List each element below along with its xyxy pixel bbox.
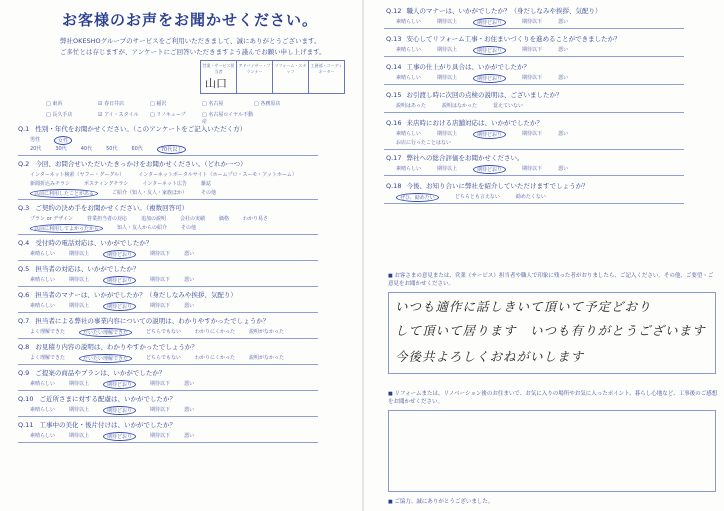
voice-prompt: ■ お客さまの意見または、営業（サービス）担当者や職人で印象に残った者がおりましたら、ご記入ください。その他、ご要望・ご意見をお聞かせください。 [388, 272, 718, 288]
answer-option[interactable]: 期待以下 [150, 277, 171, 283]
answer-option[interactable]: 期待以上 [437, 166, 458, 172]
answer-option[interactable]: 期待どおり [103, 250, 136, 259]
answer-option[interactable]: 会社の実績 [179, 216, 205, 222]
answer-option[interactable]: 期待どおり [473, 130, 506, 139]
question-number: Q.13 [386, 35, 402, 43]
answer-option[interactable]: 期待以下 [522, 131, 543, 137]
answer-option[interactable]: 悪い [184, 277, 195, 283]
right-column [366, 0, 724, 511]
answer-option[interactable]: 新聞折込みチラシ [30, 181, 71, 187]
answer-option[interactable]: だいたい理解できた [79, 354, 132, 363]
answer-option[interactable]: 説明がなかった [249, 355, 285, 361]
answer-option[interactable]: よく理解できた [30, 329, 66, 335]
answer-option[interactable]: 期待以下 [522, 47, 543, 53]
branch-checkbox[interactable]: □ リノキューブ [150, 111, 202, 125]
question-divider [384, 28, 684, 29]
answer-option[interactable]: 悪い [558, 131, 569, 137]
answer-option[interactable]: 素晴らしい [396, 75, 422, 81]
answer-option[interactable]: わかりにくかった [194, 355, 235, 361]
branch-checkbox[interactable]: □ 東浜 [46, 100, 98, 107]
question-text: 受付時の電話対応は、いかがでしたか？ [35, 239, 153, 247]
branch-checkbox[interactable]: □ 各務原店 [254, 100, 306, 107]
answer-options [30, 145, 186, 154]
answer-options [396, 74, 568, 83]
answer-option[interactable]: インターネット広告 [142, 181, 187, 187]
answer-option[interactable]: 説明はなかった [441, 103, 477, 109]
question-divider [18, 199, 318, 200]
question-q9 [18, 368, 165, 377]
handwriting-line-1: いつも適作に話しきいて頂いて予定どおり [395, 299, 652, 314]
question-text: 担当者の対応は、いかがでしたか？ [35, 265, 140, 273]
answer-option[interactable]: プラン or デザイン [30, 216, 73, 222]
question-text: ご提案の商品やプランは、いかがでしたか？ [35, 369, 166, 377]
answer-option[interactable]: 期待どおり [103, 276, 136, 285]
answer-option[interactable]: 30代 [55, 146, 67, 152]
answer-option[interactable]: 期待以上 [69, 303, 90, 309]
customer-name-handwritten: 山口 [205, 77, 227, 90]
question-text: 今後、お知り合いに弊社を紹介していただけますでしょうか？ [406, 182, 589, 190]
question-text: お引渡し時に次回の点検の説明は、ございましたか？ [406, 91, 563, 99]
answer-options [396, 130, 568, 139]
answer-option[interactable]: 悪い [184, 433, 195, 439]
question-divider [18, 260, 318, 261]
renovation-prompt: ■ リフォームまたは、リノベーション後のお住まいで、お気に入りの場所やお気に入ったポイント、暮らし心地など、工事後のご感想をお聞かせください。 [388, 390, 718, 406]
answer-options [396, 46, 568, 55]
answer-option[interactable]: 素晴らしい [30, 277, 56, 283]
answer-option[interactable]: 素晴らしい [396, 166, 422, 172]
question-text: 今回、お問合せいただいたきっかけをお聞かせください。（どれか一つ） [35, 160, 247, 168]
answer-option[interactable]: 悪い [558, 19, 569, 25]
answer-option[interactable]: 営業担当者の対応 [86, 216, 127, 222]
branch-checkbox[interactable]: ☑ 春日井店 [98, 100, 150, 107]
survey-title: お客様のお声をお聞かせください。 [62, 11, 319, 29]
question-q5 [18, 264, 139, 273]
question-text: 担当者による弊社の事業内容についての説明は、わかりやすかったでしょうか？ [35, 317, 270, 325]
branch-checkbox[interactable]: □ 名古屋ロイヤル不動産 [202, 111, 254, 125]
answer-options [30, 224, 196, 233]
answer-option[interactable]: どちらでもない [146, 355, 181, 361]
question-number: Q.10 [18, 395, 34, 403]
answer-option[interactable]: 期待どおり [473, 165, 506, 174]
answer-option[interactable]: 期待以下 [150, 407, 171, 413]
answer-option[interactable]: 60代 [131, 146, 143, 152]
question-q7 [18, 316, 269, 325]
stamp-col-3: リフォーム・スタッフ [273, 61, 309, 93]
question-divider [18, 416, 318, 417]
answer-option[interactable]: 期待どおり [103, 432, 136, 441]
answer-options [30, 406, 194, 415]
answer-option[interactable]: 悪い [184, 381, 195, 387]
answer-options [396, 193, 546, 202]
question-q13 [386, 34, 621, 43]
stamp-col-2: アドバイザー・プランナー [237, 61, 273, 93]
answer-options [30, 328, 284, 337]
question-divider [384, 175, 684, 176]
branch-checkbox[interactable]: □ 稲沢 [150, 100, 202, 107]
answer-option[interactable]: 説明はあった [396, 103, 426, 109]
answer-option[interactable]: ぜひ、勧めたい [396, 193, 439, 202]
answer-options [30, 432, 194, 441]
answer-option[interactable]: 期待以上 [69, 381, 90, 387]
answer-option[interactable]: 悪い [558, 166, 569, 172]
answer-option[interactable]: よく理解できた [30, 355, 66, 361]
answer-options [30, 380, 194, 389]
answer-option[interactable]: 追加の説明 [140, 216, 166, 222]
question-number: Q.15 [386, 91, 402, 99]
answer-options [30, 189, 216, 198]
answer-option[interactable]: 以前に利用してよかったから [30, 224, 103, 233]
question-q15 [386, 90, 562, 99]
question-divider [18, 338, 318, 339]
answer-option[interactable]: 男性 [30, 137, 41, 143]
question-q18 [386, 181, 589, 190]
answer-option[interactable]: どちらでもない [146, 329, 181, 335]
answer-option[interactable]: 期待以下 [150, 251, 171, 257]
question-number: Q.3 [18, 204, 30, 212]
question-divider [384, 84, 684, 85]
question-text: ご近所さまに対する配慮は、いかがでしたか？ [39, 395, 176, 403]
question-divider [18, 312, 318, 313]
handwriting-line-2: して頂いて居ります いつも有りがとうございます [395, 323, 706, 338]
question-q14 [386, 62, 530, 71]
answer-options [30, 171, 297, 178]
question-q1 [18, 124, 246, 133]
question-q2 [18, 159, 247, 168]
question-q16 [386, 118, 543, 127]
answer-option[interactable]: 以前に利用したことがある [30, 189, 98, 198]
answer-options [30, 136, 72, 145]
question-text: 安心してリフォーム工事・お住まいづくりを進めることができましたか？ [406, 35, 621, 43]
question-divider [18, 155, 318, 156]
answer-option[interactable]: 素晴らしい [30, 251, 56, 257]
question-number: Q.5 [18, 265, 30, 273]
question-divider [18, 286, 318, 287]
answer-option[interactable]: 雑誌 [200, 181, 211, 187]
intro-line-2: ご多忙とは存じますが、アンケートにご回答いただきますよう謹んでお願い申し上げます。 [60, 48, 326, 56]
answer-options [30, 302, 194, 311]
answer-option[interactable]: インターネットポータルサイト（ホームプロ・スーモ・アットホーム） [138, 172, 297, 178]
answer-option[interactable]: その他 [201, 190, 217, 196]
answer-options [30, 215, 268, 222]
question-divider [384, 203, 684, 204]
answer-option[interactable]: 期待以下 [522, 19, 543, 25]
answer-option[interactable]: 50代 [106, 146, 118, 152]
voice-comment-box[interactable] [388, 292, 716, 374]
question-divider [384, 112, 684, 113]
answer-option[interactable]: 悪い [558, 75, 569, 81]
question-number: Q.1 [18, 125, 30, 133]
answer-options [30, 180, 211, 187]
answer-option[interactable]: 期待以上 [437, 131, 458, 137]
answer-option[interactable]: 20代 [30, 146, 42, 152]
question-q4 [18, 238, 152, 247]
question-number: Q.14 [386, 63, 402, 71]
answer-option[interactable]: 期待以下 [150, 433, 171, 439]
answer-option[interactable]: 素晴らしい [396, 47, 422, 53]
question-q3 [18, 203, 188, 212]
answer-option[interactable]: 期待以上 [437, 19, 458, 25]
branch-checkboxes [46, 100, 306, 125]
answer-option[interactable]: わかり易さ [243, 216, 269, 222]
intro-text [60, 36, 350, 58]
answer-options [30, 250, 194, 259]
question-divider [18, 234, 318, 235]
answer-option[interactable]: 悪い [184, 303, 195, 309]
answer-option[interactable]: 期待どおり [103, 380, 136, 389]
answer-option[interactable]: 70代以上 [157, 145, 186, 154]
answer-option[interactable]: 期待以下 [522, 75, 543, 81]
answer-option[interactable]: 期待以上 [69, 407, 90, 413]
question-text: 担当者のマナーは、いかがでしたか？（身だしなみや挨拶、気配り） [35, 291, 237, 299]
answer-options [30, 276, 194, 285]
branch-checkbox[interactable]: □ 名古屋 [202, 100, 254, 107]
question-q8 [18, 342, 198, 351]
answer-option[interactable]: 説明がなかった [249, 329, 285, 335]
answer-option[interactable]: だいたい理解できた [79, 328, 132, 337]
answer-option[interactable]: 期待どおり [473, 74, 506, 83]
center-divider [362, 0, 364, 511]
answer-option[interactable]: 素晴らしい [396, 131, 422, 137]
question-divider [18, 390, 318, 391]
question-q6 [18, 290, 237, 299]
question-text: 弊社への総合評価をお聞かせください。 [406, 154, 524, 162]
answer-option[interactable]: 期待どおり [473, 18, 506, 27]
answer-option[interactable]: 期待以上 [437, 47, 458, 53]
question-text: 職人のマナーは、いかがでしたか？（身だしなみや挨拶、気配り） [406, 7, 602, 15]
question-number: Q.11 [18, 421, 34, 429]
stamp-col-4: 工務部・コーディネーター [310, 63, 343, 74]
question-number: Q.9 [18, 369, 30, 377]
answer-option-extra[interactable]: お店に行ったことはない [396, 140, 452, 146]
question-number: Q.4 [18, 239, 30, 247]
answer-option[interactable]: 期待以上 [437, 75, 458, 81]
question-number: Q.7 [18, 317, 30, 325]
answer-option[interactable]: その他 [181, 225, 197, 231]
answer-option[interactable]: 期待どおり [473, 46, 506, 55]
question-divider [18, 364, 318, 365]
answer-option[interactable]: 悪い [558, 47, 569, 53]
question-q17 [386, 153, 523, 162]
stamp-col-1: 営業・サービス担当者 [201, 61, 237, 93]
question-number: Q.16 [386, 119, 402, 127]
answer-options [396, 102, 523, 109]
renovation-comment-box[interactable] [388, 410, 716, 492]
question-text: 性別・年代をお聞かせください。（このアンケートをご記入いただく方） [35, 125, 247, 133]
answer-option[interactable]: ご紹介（知人・友人・家族ほか） [112, 190, 188, 196]
thanks-text: ■ ご協力、誠にありがとうございました。 [388, 497, 493, 505]
answer-option[interactable]: 悪い [184, 407, 195, 413]
answer-option[interactable]: 素晴らしい [30, 433, 56, 439]
question-divider [384, 56, 684, 57]
question-text: お見積り内容の説明は、わかりやすかったでしょうか？ [35, 343, 198, 351]
question-divider [384, 149, 684, 150]
question-number: Q.2 [18, 160, 30, 168]
question-divider [18, 442, 318, 443]
question-text: ご契約の決め手をお聞かせください。（複数回答可） [35, 204, 189, 212]
question-number: Q.18 [386, 182, 402, 190]
answer-option[interactable]: 悪い [184, 251, 195, 257]
answer-option[interactable]: 期待以下 [150, 303, 171, 309]
answer-option[interactable]: 価格 [219, 216, 230, 222]
answer-options [30, 354, 284, 363]
answer-option[interactable]: ポスティングチラシ [84, 181, 129, 187]
answer-option[interactable]: 知人・友人からの紹介 [117, 225, 168, 231]
answer-option[interactable]: 期待以上 [69, 251, 90, 257]
question-text: 工事の仕上がり具合は、いかがでしたか？ [406, 63, 530, 71]
answer-option[interactable]: 覚えていない [492, 103, 523, 109]
answer-options [396, 18, 568, 27]
branch-checkbox[interactable]: □ 長久手店 [46, 111, 98, 125]
question-number: Q.6 [18, 291, 30, 299]
answer-option[interactable]: 期待以下 [150, 381, 171, 387]
answer-option[interactable]: 素晴らしい [30, 381, 56, 387]
answer-option[interactable]: 期待以上 [69, 433, 90, 439]
answer-option[interactable]: 期待どおり [103, 406, 136, 415]
question-q10 [18, 394, 176, 403]
question-text: 来店時における店舗対応は、いかがでしたか？ [406, 119, 543, 127]
answer-option[interactable]: 期待以上 [69, 277, 90, 283]
answer-options [396, 165, 568, 174]
question-q11 [18, 420, 176, 429]
branch-checkbox[interactable]: ☑ アイ・スタイル [98, 111, 150, 125]
answer-option[interactable]: 素晴らしい [396, 19, 422, 25]
answer-option[interactable]: 女性 [54, 136, 72, 145]
handwriting-line-3: 今後共よろしくおねがいします [395, 349, 585, 364]
answer-option[interactable]: インターネット検索（ヤフー・グーグル） [30, 172, 125, 178]
answer-option[interactable]: 素晴らしい [30, 407, 56, 413]
answer-option[interactable]: 期待どおり [103, 302, 136, 311]
question-number: Q.12 [386, 7, 402, 15]
question-number: Q.8 [18, 343, 30, 351]
answer-option[interactable]: わかりにくかった [194, 329, 235, 335]
question-number: Q.17 [386, 154, 402, 162]
answer-option[interactable]: どちらとも言えない [454, 194, 500, 200]
answer-option[interactable]: 素晴らしい [30, 303, 56, 309]
question-q12 [386, 6, 601, 15]
intro-line-1: 弊社OKESHOグループのサービスをご利用いただきまして、誠にありがとうございます。 [60, 37, 321, 45]
answer-option[interactable]: 勧めたくない [515, 194, 546, 200]
question-text: 工事中の美化・後片付けは、いかがでしたか？ [39, 421, 176, 429]
answer-option[interactable]: 期待以下 [522, 166, 543, 172]
answer-option[interactable]: 40代 [80, 146, 93, 152]
